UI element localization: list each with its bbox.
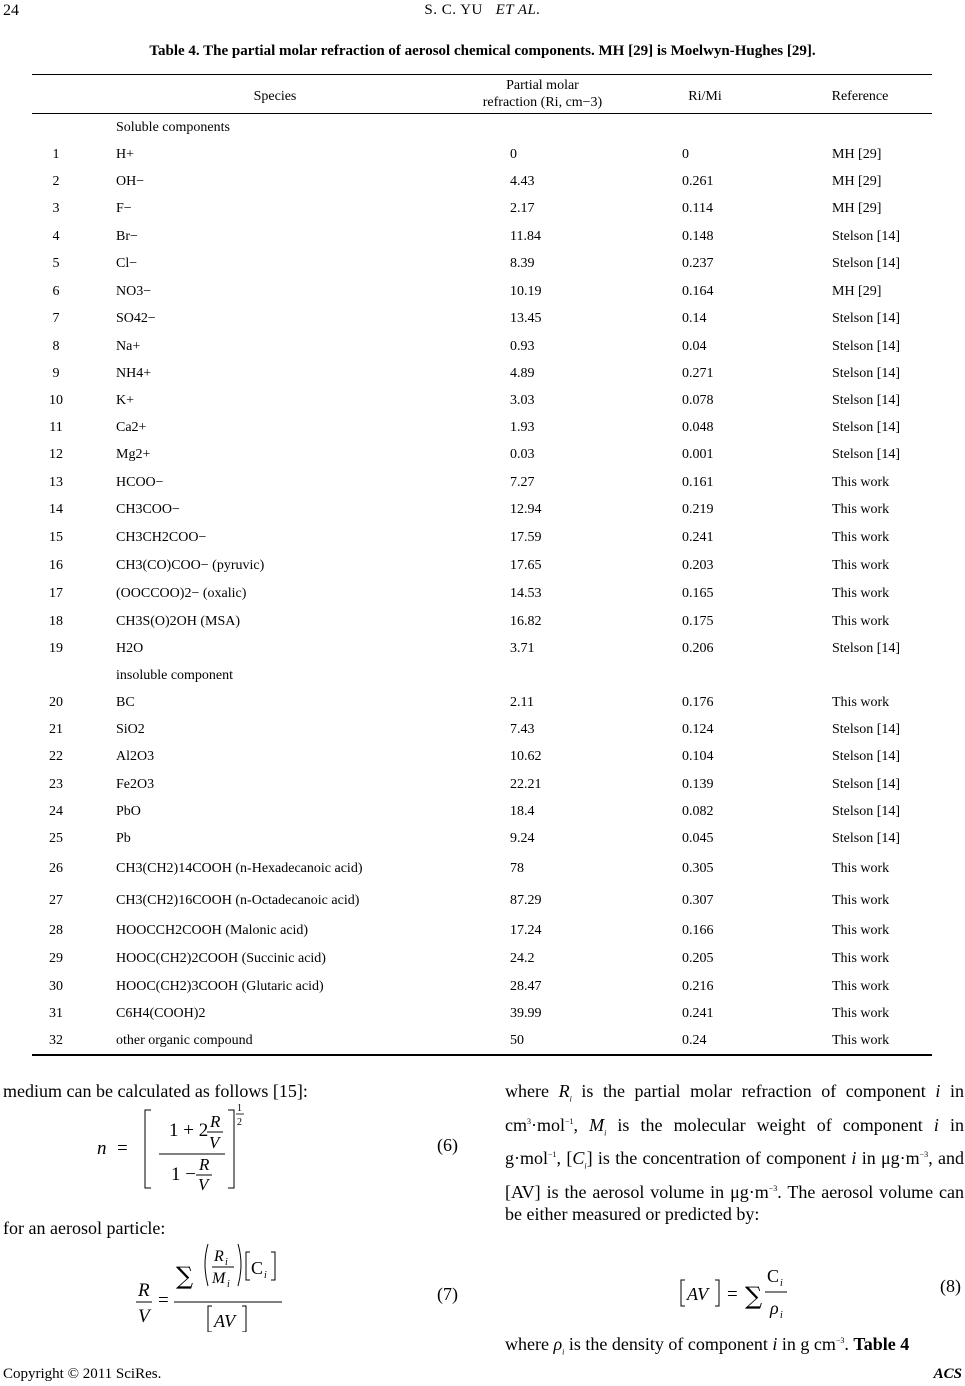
table-row (32, 530, 932, 557)
svg-text:1 −: 1 − (171, 1164, 196, 1185)
species-cell: CH3(CO)COO− (pyruvic) (116, 558, 265, 573)
species-cell: Fe2O3 (116, 777, 155, 792)
row-number: 15 (49, 530, 63, 545)
species-cell: H+ (116, 147, 135, 162)
reference-cell: Stelson [14] (832, 447, 901, 462)
table-row (32, 475, 932, 502)
ratio-cell: 0.176 (682, 695, 714, 710)
reference-cell: MH [29] (832, 174, 882, 189)
row-number: 19 (49, 641, 63, 656)
ratio-cell: 0.045 (682, 831, 714, 846)
header-refraction-line2: refraction (Ri, cm−3) (482, 95, 603, 110)
row-number: 27 (49, 893, 63, 908)
ratio-cell: 0.104 (682, 749, 714, 764)
table-row (32, 586, 932, 613)
running-head-author: S. C. YU (424, 2, 483, 18)
table-row (32, 893, 932, 920)
species-cell: Br− (116, 229, 138, 244)
ratio-cell: 0.139 (682, 777, 714, 792)
species-cell: H2O (116, 641, 144, 656)
ratio-cell: 0.148 (682, 229, 714, 244)
header-refraction-line1: Partial molar (506, 78, 579, 93)
row-number: 26 (49, 861, 63, 876)
row-number: 25 (49, 831, 63, 846)
ratio-cell: 0.216 (682, 979, 714, 994)
refraction-cell: 10.19 (510, 284, 542, 299)
refraction-cell: 9.24 (510, 831, 535, 846)
ratio-cell: 0.261 (682, 174, 714, 189)
refraction-cell: 3.71 (510, 641, 535, 656)
left-intro-text: medium can be calculated as follows [15]: (3, 1081, 308, 1101)
table-row (32, 614, 932, 641)
svg-text:AV: AV (687, 1284, 709, 1304)
species-cell: other organic compound (116, 1033, 253, 1048)
header-ratio: Ri/Mi (688, 89, 722, 104)
refraction-cell: 8.39 (510, 256, 535, 271)
reference-cell: This work (832, 614, 890, 629)
species-cell: SO42− (116, 311, 156, 326)
row-number: 32 (49, 1033, 63, 1048)
refraction-cell: 2.17 (510, 201, 535, 216)
reference-cell: This work (832, 502, 890, 517)
row-number: 16 (49, 558, 63, 573)
row-number: 31 (49, 1006, 63, 1021)
svg-text:C: C (767, 1266, 780, 1286)
row-number: 29 (49, 951, 63, 966)
svg-text:i: i (780, 1310, 783, 1321)
ratio-cell: 0.124 (682, 722, 714, 737)
table-row (32, 749, 932, 776)
ratio-cell: 0.04 (682, 339, 707, 354)
ratio-cell: 0 (682, 147, 689, 162)
species-cell: PbO (116, 804, 141, 819)
row-number: 10 (49, 393, 63, 408)
row-number: 23 (49, 777, 63, 792)
running-head-etal: ET AL. (495, 2, 541, 18)
reference-cell: Stelson [14] (832, 831, 901, 846)
species-cell: F− (116, 201, 132, 216)
ratio-cell: 0.078 (682, 393, 714, 408)
row-number: 13 (49, 475, 63, 490)
species-cell: OH− (116, 174, 145, 189)
species-cell: CH3(CH2)16COOH (n-Octadecanoic acid) (116, 893, 360, 908)
species-cell: NO3− (116, 284, 152, 299)
header-refraction (455, 77, 630, 111)
table-row (32, 339, 932, 366)
equation-8-label: (8) (940, 1276, 961, 1296)
reference-cell: Stelson [14] (832, 804, 901, 819)
table-row (32, 722, 932, 749)
svg-text:i: i (225, 1257, 228, 1268)
refraction-cell: 12.94 (510, 502, 542, 517)
table-row (32, 831, 932, 858)
section-insoluble: insoluble component (116, 668, 234, 683)
reference-cell: This work (832, 923, 890, 938)
ratio-cell: 0.082 (682, 804, 714, 819)
header-species: Species (253, 89, 297, 104)
reference-cell: Stelson [14] (832, 420, 901, 435)
svg-text:R: R (199, 1155, 210, 1174)
table-row (32, 147, 932, 174)
row-number: 18 (49, 614, 63, 629)
refraction-cell: 18.4 (510, 804, 535, 819)
ratio-cell: 0.161 (682, 475, 714, 490)
ratio-cell: 0.14 (682, 311, 707, 326)
reference-cell: Stelson [14] (832, 641, 901, 656)
table-row (32, 174, 932, 201)
right-paragraph-2: where $\rho_i$ is the density of component i in g $cm^{-3}$. Table 4 (505, 1334, 910, 1357)
reference-cell: This work (832, 861, 890, 876)
ratio-cell: 0.205 (682, 951, 714, 966)
reference-cell: This work (832, 558, 890, 573)
table-row (32, 979, 932, 1006)
reference-cell: This work (832, 893, 890, 908)
svg-text:R: R (210, 1112, 221, 1131)
row-number: 7 (52, 311, 60, 326)
equation-7-graphic (130, 1240, 300, 1332)
refraction-cell: 0.93 (510, 339, 535, 354)
species-cell: NH4+ (116, 366, 152, 381)
ratio-cell: 0.114 (682, 201, 713, 216)
species-cell: (OOCCOO)2− (oxalic) (116, 586, 247, 601)
species-cell: CH3CH2COO− (116, 530, 207, 545)
ratio-cell: 0.241 (682, 1006, 714, 1021)
reference-cell: MH [29] (832, 201, 882, 216)
row-number: 1 (52, 147, 60, 162)
equation-7-label: (7) (437, 1284, 458, 1304)
species-cell: Cl− (116, 256, 138, 271)
ratio-cell: 0.307 (682, 893, 714, 908)
reference-cell: Stelson [14] (832, 311, 901, 326)
reference-cell: Stelson [14] (832, 256, 901, 271)
species-cell: Na+ (116, 339, 141, 354)
species-cell: K+ (116, 393, 135, 408)
ratio-cell: 0.219 (682, 502, 714, 517)
ratio-cell: 0.164 (682, 284, 714, 299)
reference-cell: This work (832, 951, 890, 966)
svg-text:=: = (727, 1284, 738, 1305)
table-header-rule (32, 113, 932, 114)
table-row (32, 951, 932, 978)
reference-cell: This work (832, 1033, 890, 1048)
refraction-cell: 1.93 (510, 420, 535, 435)
svg-text:V: V (138, 1306, 150, 1327)
table-top-rule (32, 74, 932, 75)
table-row (32, 923, 932, 950)
refraction-cell: 16.82 (510, 614, 542, 629)
svg-text:∑: ∑ (176, 1262, 194, 1290)
table-row (32, 311, 932, 338)
refraction-cell: 4.43 (510, 174, 535, 189)
equation-6 (95, 1100, 265, 1190)
refraction-cell: 0 (510, 147, 517, 162)
species-cell: HCOO− (116, 475, 164, 490)
reference-cell: This work (832, 586, 890, 601)
table-row (32, 777, 932, 804)
svg-text:M: M (212, 1270, 226, 1287)
svg-text:i: i (227, 1279, 230, 1290)
refraction-cell: 17.59 (510, 530, 542, 545)
reference-cell: Stelson [14] (832, 749, 901, 764)
table-caption: Table 4. The partial molar refraction of aerosol chemical components. MH [29] is Moelwyn-Hughes [29]. (149, 43, 816, 59)
equation-8 (675, 1258, 815, 1322)
row-number: 8 (52, 339, 60, 354)
row-number: 30 (49, 979, 63, 994)
svg-text:i: i (264, 1270, 267, 1281)
row-number: 20 (49, 695, 63, 710)
species-cell: HOOC(CH2)2COOH (Succinic acid) (116, 951, 326, 966)
ratio-cell: 0.175 (682, 614, 714, 629)
right-paragraph-1: where $R_i$ is the partial molar refraction of component i in $cm^3\cdot mol^{-1}$, $M_i$ is the molecular weight of component i in g·mol$^{-1}$, $[C_i]$ is the concentration of component i in $\mu g\cdot m^{-3}$, and [AV] is the aerosol volume in $\mu g\cdot m^{-3}$. The aerosol volume can be either measured or predicted by: (505, 1081, 965, 1224)
ratio-cell: 0.203 (682, 558, 714, 573)
reference-cell: This work (832, 979, 890, 994)
refraction-cell: 13.45 (510, 311, 542, 326)
row-number: 17 (49, 586, 63, 601)
svg-text:=: = (158, 1290, 169, 1311)
svg-text:ρ: ρ (770, 1298, 779, 1318)
reference-cell: Stelson [14] (832, 229, 901, 244)
ratio-cell: 0.165 (682, 586, 714, 601)
species-cell: CH3COO− (116, 502, 180, 517)
svg-text:∑: ∑ (745, 1282, 763, 1310)
equation-8-graphic (675, 1258, 815, 1322)
species-cell: CH3(CH2)14COOH (n-Hexadecanoic acid) (116, 861, 363, 876)
table-row (32, 695, 932, 722)
row-number: 22 (49, 749, 63, 764)
row-number: 9 (52, 366, 60, 381)
table-row (32, 201, 932, 228)
svg-text:R: R (138, 1280, 150, 1301)
ratio-cell: 0.237 (682, 256, 714, 271)
footer-copyright: Copyright © 2011 SciRes. (3, 1366, 162, 1382)
refraction-cell: 2.11 (510, 695, 534, 710)
row-number: 21 (49, 722, 63, 737)
equation-6-graphic (95, 1100, 265, 1192)
species-cell: CH3S(O)2OH (MSA) (116, 614, 241, 629)
ratio-cell: 0.001 (682, 447, 714, 462)
svg-text:C: C (251, 1258, 264, 1278)
row-number: 2 (52, 174, 60, 189)
table-row (32, 393, 932, 420)
reference-cell: Stelson [14] (832, 366, 901, 381)
ratio-cell: 0.206 (682, 641, 714, 656)
species-cell: HOOCCH2COOH (Malonic acid) (116, 923, 309, 938)
refraction-cell: 28.47 (510, 979, 542, 994)
table-row (32, 558, 932, 585)
reference-cell: Stelson [14] (832, 722, 901, 737)
refraction-cell: 78 (510, 861, 524, 876)
header-reference: Reference (831, 89, 889, 104)
table-row (32, 256, 932, 283)
table-row (32, 641, 932, 668)
svg-text:2: 2 (237, 1117, 242, 1128)
svg-text:1 + 2: 1 + 2 (169, 1120, 209, 1141)
footer-journal: ACS (933, 1366, 962, 1382)
reference-cell: Stelson [14] (832, 339, 901, 354)
reference-cell: This work (832, 530, 890, 545)
refraction-cell: 24.2 (510, 951, 535, 966)
row-number: 5 (52, 256, 60, 271)
refraction-cell: 11.84 (510, 229, 541, 244)
page-number: 24 (3, 2, 19, 19)
refraction-cell: 17.65 (510, 558, 542, 573)
reference-cell: Stelson [14] (832, 393, 901, 408)
refraction-cell: 17.24 (510, 923, 542, 938)
row-number: 6 (52, 284, 60, 299)
svg-text:V: V (209, 1133, 220, 1152)
ratio-cell: 0.166 (682, 923, 714, 938)
table-row (32, 1033, 932, 1060)
table-row (32, 804, 932, 831)
ratio-cell: 0.24 (682, 1033, 707, 1048)
equation-7 (130, 1240, 300, 1332)
species-cell: HOOC(CH2)3COOH (Glutaric acid) (116, 979, 324, 994)
svg-text:V: V (198, 1175, 209, 1192)
equation-6-label: (6) (437, 1135, 458, 1155)
row-number: 4 (52, 229, 60, 244)
table-row (32, 447, 932, 474)
row-number: 3 (52, 201, 60, 216)
refraction-cell: 7.43 (510, 722, 535, 737)
species-cell: SiO2 (116, 722, 145, 737)
species-cell: Mg2+ (116, 447, 151, 462)
species-cell: Ca2+ (116, 420, 147, 435)
table-row (32, 861, 932, 888)
refraction-cell: 3.03 (510, 393, 535, 408)
row-number: 24 (49, 804, 63, 819)
row-number: 14 (49, 502, 63, 517)
table-row (32, 284, 932, 311)
row-number: 28 (49, 923, 63, 938)
refraction-cell: 4.89 (510, 366, 535, 381)
table-row (32, 229, 932, 256)
svg-text:1: 1 (237, 1103, 242, 1114)
svg-text:R: R (214, 1248, 224, 1265)
svg-text:i: i (780, 1278, 783, 1289)
ratio-cell: 0.048 (682, 420, 714, 435)
reference-cell: This work (832, 695, 890, 710)
refraction-cell: 10.62 (510, 749, 542, 764)
reference-cell: This work (832, 475, 890, 490)
table-row (32, 420, 932, 447)
reference-cell: MH [29] (832, 147, 882, 162)
refraction-cell: 50 (510, 1033, 524, 1048)
species-cell: BC (116, 695, 135, 710)
refraction-cell: 39.99 (510, 1006, 542, 1021)
reference-cell: Stelson [14] (832, 777, 901, 792)
svg-text:n: n (97, 1138, 107, 1159)
table-row (32, 1006, 932, 1033)
refraction-cell: 0.03 (510, 447, 535, 462)
table-4-reference: Table 4 (853, 1334, 910, 1354)
ratio-cell: 0.305 (682, 861, 714, 876)
refraction-cell: 22.21 (510, 777, 542, 792)
svg-text:AV: AV (214, 1311, 236, 1331)
reference-cell: MH [29] (832, 284, 882, 299)
species-cell: Pb (116, 831, 131, 846)
reference-cell: This work (832, 1006, 890, 1021)
row-number: 11 (49, 420, 63, 435)
refraction-cell: 14.53 (510, 586, 542, 601)
svg-text:=: = (117, 1138, 128, 1159)
refraction-cell: 87.29 (510, 893, 542, 908)
left-mid-text: for an aerosol particle: (3, 1218, 166, 1238)
species-cell: C6H4(COOH)2 (116, 1006, 206, 1021)
table-row (32, 366, 932, 393)
ratio-cell: 0.241 (682, 530, 714, 545)
refraction-cell: 7.27 (510, 475, 535, 490)
section-soluble: Soluble components (116, 120, 230, 135)
table-row (32, 502, 932, 529)
ratio-cell: 0.271 (682, 366, 714, 381)
species-cell: Al2O3 (116, 749, 155, 764)
running-head (0, 2, 965, 19)
row-number: 12 (49, 447, 63, 462)
